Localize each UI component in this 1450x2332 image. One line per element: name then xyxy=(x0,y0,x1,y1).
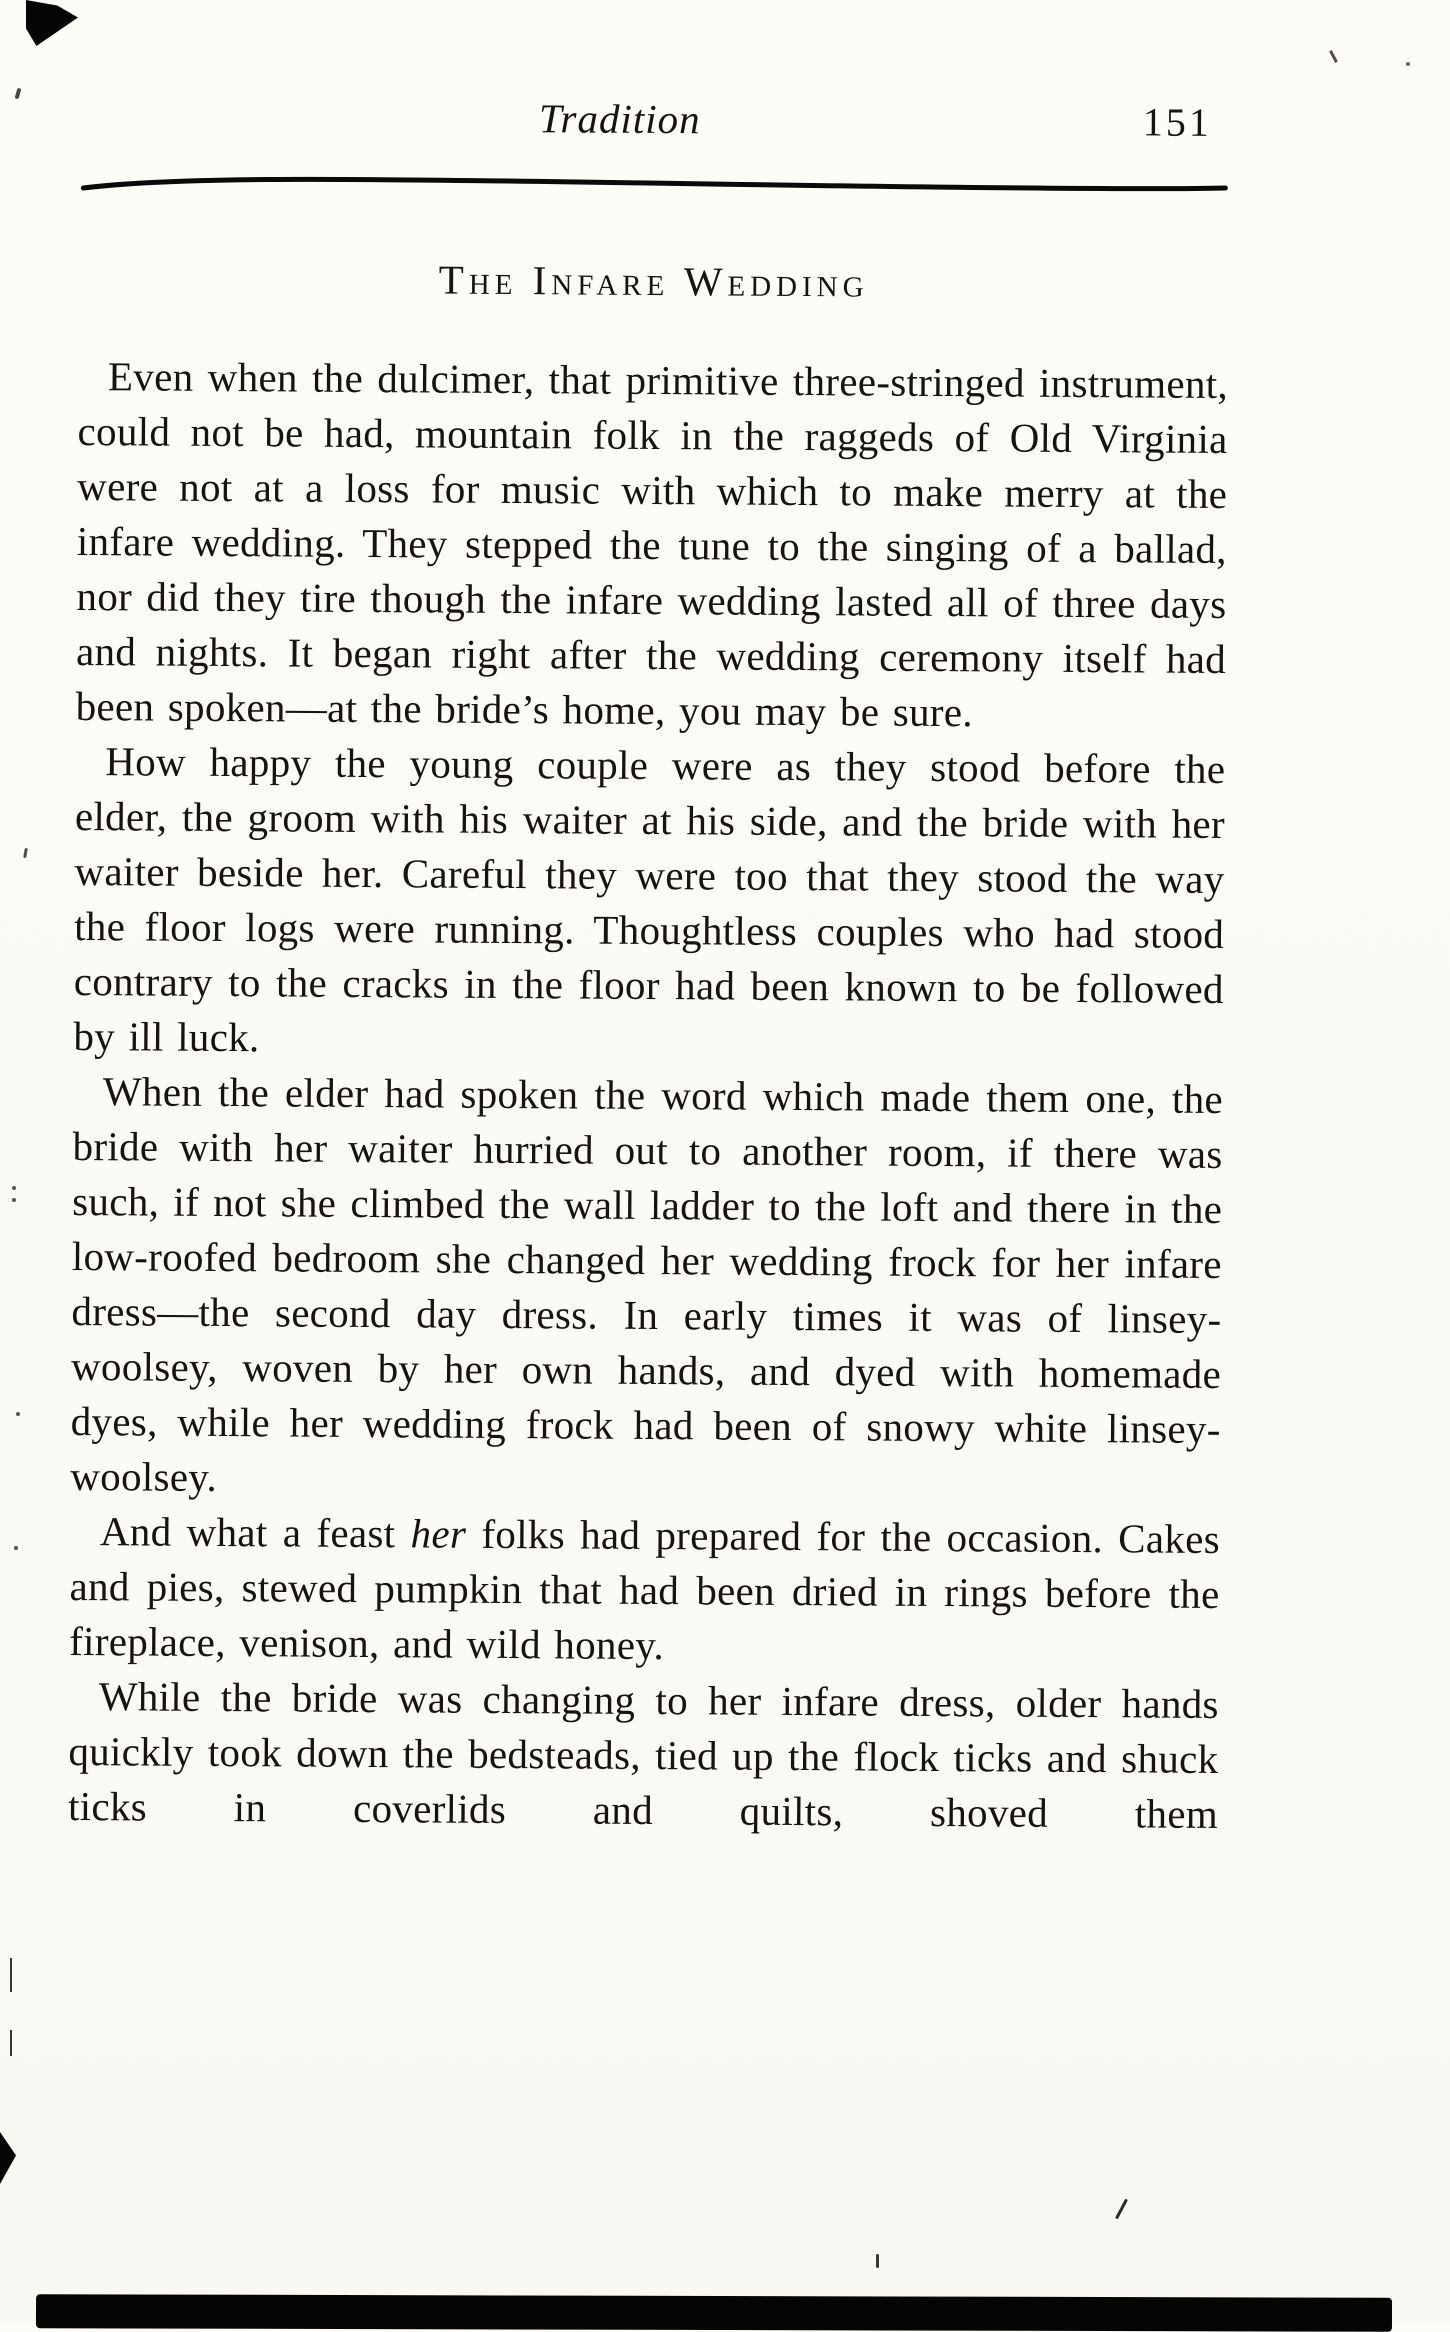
scan-mark xyxy=(16,1412,20,1416)
text-segment-italic: her xyxy=(410,1510,467,1557)
text-segment: And what a feast xyxy=(99,1508,411,1557)
text-segment: Even when the dulcimer, that primitive three-stringed instrument, could not be had, mountain folk in the raggeds of Old Virginia were not at a loss for music with which to make merry at the infare wedding. They stepped the tune to the singing of a ballad, nor did they tire though the infare wedding lasted all of three days and nights. It began right after the wedding ceremony itself had been spoken—at the bride’s home, you may be sure. xyxy=(75,353,1229,736)
scan-artifact-left-triangle xyxy=(0,2132,16,2184)
paragraph xyxy=(69,1504,1220,1677)
paragraph xyxy=(73,734,1225,1072)
scan-mark xyxy=(1115,2199,1128,2220)
scan-mark xyxy=(10,1958,12,1992)
scan-mark xyxy=(15,88,22,100)
page-header xyxy=(80,91,1230,153)
scan-mark xyxy=(12,1186,16,1190)
scan-mark xyxy=(876,2254,879,2268)
chapter-heading: The Infare Wedding xyxy=(438,256,869,306)
text-segment: When the elder had spoken the word which made them one, the bride with her waiter hurried out to another room, if there was such, if not she climbed the wall ladder to the loft and there in the low-roofed bedroom she changed her wedding frock for her infare dress—the second day dress. In early times it was of linsey-woolsey, woven by her own hands, and dyed with homemade dyes, while her wedding frock had been of snowy white linsey-woolsey. xyxy=(70,1068,1224,1500)
book-page xyxy=(68,91,1230,1842)
paragraph xyxy=(70,1064,1223,1512)
scan-mark xyxy=(23,848,28,858)
page-number: 151 xyxy=(1142,99,1212,145)
text-segment: folks had prepared for the occasion. Cakes and pies, stewed pumpkin that had been dried in rings before the fireplace, venison, and wild honey. xyxy=(69,1510,1221,1669)
scan-artifact-top-left-flag xyxy=(26,0,78,46)
scan-mark xyxy=(1329,50,1338,63)
scan-artifact-bottom-bar xyxy=(36,2294,1392,2332)
header-rule xyxy=(79,173,1229,199)
scan-mark xyxy=(10,2030,12,2056)
running-title: Tradition xyxy=(538,95,701,143)
text-segment: How happy the young couple were as they stood before the elder, the groom with his waiter at his side, and the bride with her waiter beside her. Careful they were too that they stood the way the floor logs were running. Thoughtless couples who had stood contrary to the cracks in the floor had been known to be followed by ill luck. xyxy=(73,738,1226,1061)
paragraph xyxy=(68,1669,1219,1842)
body-text xyxy=(68,349,1228,1842)
paragraph xyxy=(76,349,1229,742)
scan-mark xyxy=(14,1546,18,1550)
text-segment: While the bride was changing to her infare dress, older hands quickly took down the bedsteads, tied up the flock ticks and shuck ticks in coverlids and quilts, shoved them xyxy=(67,1673,1219,1837)
scan-mark xyxy=(1406,62,1410,66)
